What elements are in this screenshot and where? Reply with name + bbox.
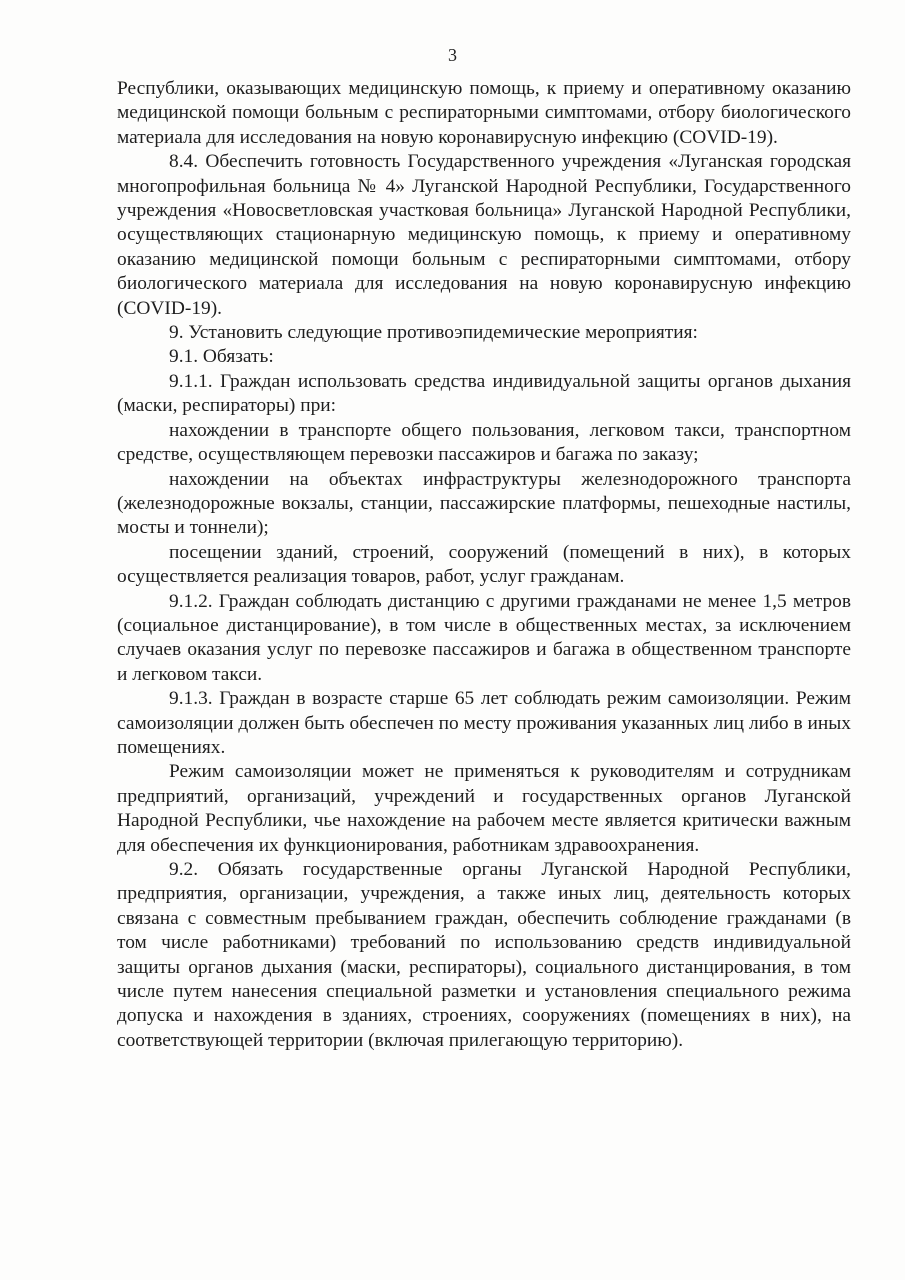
- paragraph-9: 9. Установить следующие противоэпидемические мероприятия:: [169, 322, 698, 344]
- paragraph-9-1-2: 9.1.2. Граждан соблюдать дистанцию с другими гражданами не менее 1,5 метров (социальное дистанцирование), в том числе в общественных местах, за исключением случаев оказания услуг по перевозке пассажиров и багажа в общественном транспорте и легковом такси.: [117, 590, 851, 685]
- paragraph-9-1-3: 9.1.3. Граждан в возрасте старше 65 лет соблюдать режим самоизоляции. Режим самоизоляции должен быть обеспечен по месту проживания указанных лиц либо в иных помещениях.: [117, 688, 851, 758]
- paragraph-self-isolation-exception: Режим самоизоляции может не применяться к руководителям и сотрудникам предприятий, организаций, учреждений и государственных органов Луганской Народной Республики, чье нахождение на рабочем месте является критически важным для обеспечения их функционирования, работникам здравоохранения.: [117, 761, 851, 856]
- paragraph-9-2: 9.2. Обязать государственные органы Луганской Народной Республики, предприятия, организации, учреждения, а также иных лиц, деятельность которых связана с совместным пребыванием граждан, обеспечить соблюдение гражданами (в том числе работниками) требований по использованию средств индивидуальной защиты органов дыхания (маски, респираторы), социального дистанцирования, в том числе путем нанесения специальной разметки и установления специального режима допуска и нахождения в зданиях, строениях, сооружениях (помещениях в них), на соответствующей территории (включая прилегающую территорию).: [117, 859, 851, 1051]
- paragraph-9-1: 9.1. Обязать:: [169, 346, 274, 368]
- paragraph-buildings: посещении зданий, строений, сооружений (помещений в них), в которых осуществляется реализация товаров, работ, услуг гражданам.: [117, 541, 851, 588]
- paragraph-8-4: 8.4. Обеспечить готовность Государственного учреждения «Луганская городская многопрофильная больница № 4» Луганской Народной Республики, Государственного учреждения «Новосветловская участковая больница» Луганской Народной Республики, осуществляющих стационарную медицинскую помощь, к приему и оперативному оказанию медицинской помощи больным с респираторными симптомами, отбору биологического материала для исследования на новую коронавирусную инфекцию (COVID-19).: [117, 151, 851, 319]
- paragraph-railway: нахождении на объектах инфраструктуры железнодорожного транспорта (железнодорожные вокзалы, станции, пассажирские платформы, пешеходные настилы, мосты и тоннели);: [117, 468, 851, 539]
- paragraph-continuation: Республики, оказывающих медицинскую помощь, к приему и оперативному оказанию медицинской помощи больным с респираторными симптомами, отбору биологического материала для исследования на новую коронавирусную инфекцию (COVID-19).: [117, 78, 851, 148]
- paragraph-9-1-1: 9.1.1. Граждан использовать средства индивидуальной защиты органов дыхания (маски, респираторы) при:: [117, 370, 851, 417]
- document-body: [117, 77, 851, 1053]
- page-number: 3: [448, 45, 457, 65]
- paragraph-transport: нахождении в транспорте общего пользования, легковом такси, транспортном средстве, осуществляющем перевозки пассажиров и багажа по заказу;: [117, 419, 851, 466]
